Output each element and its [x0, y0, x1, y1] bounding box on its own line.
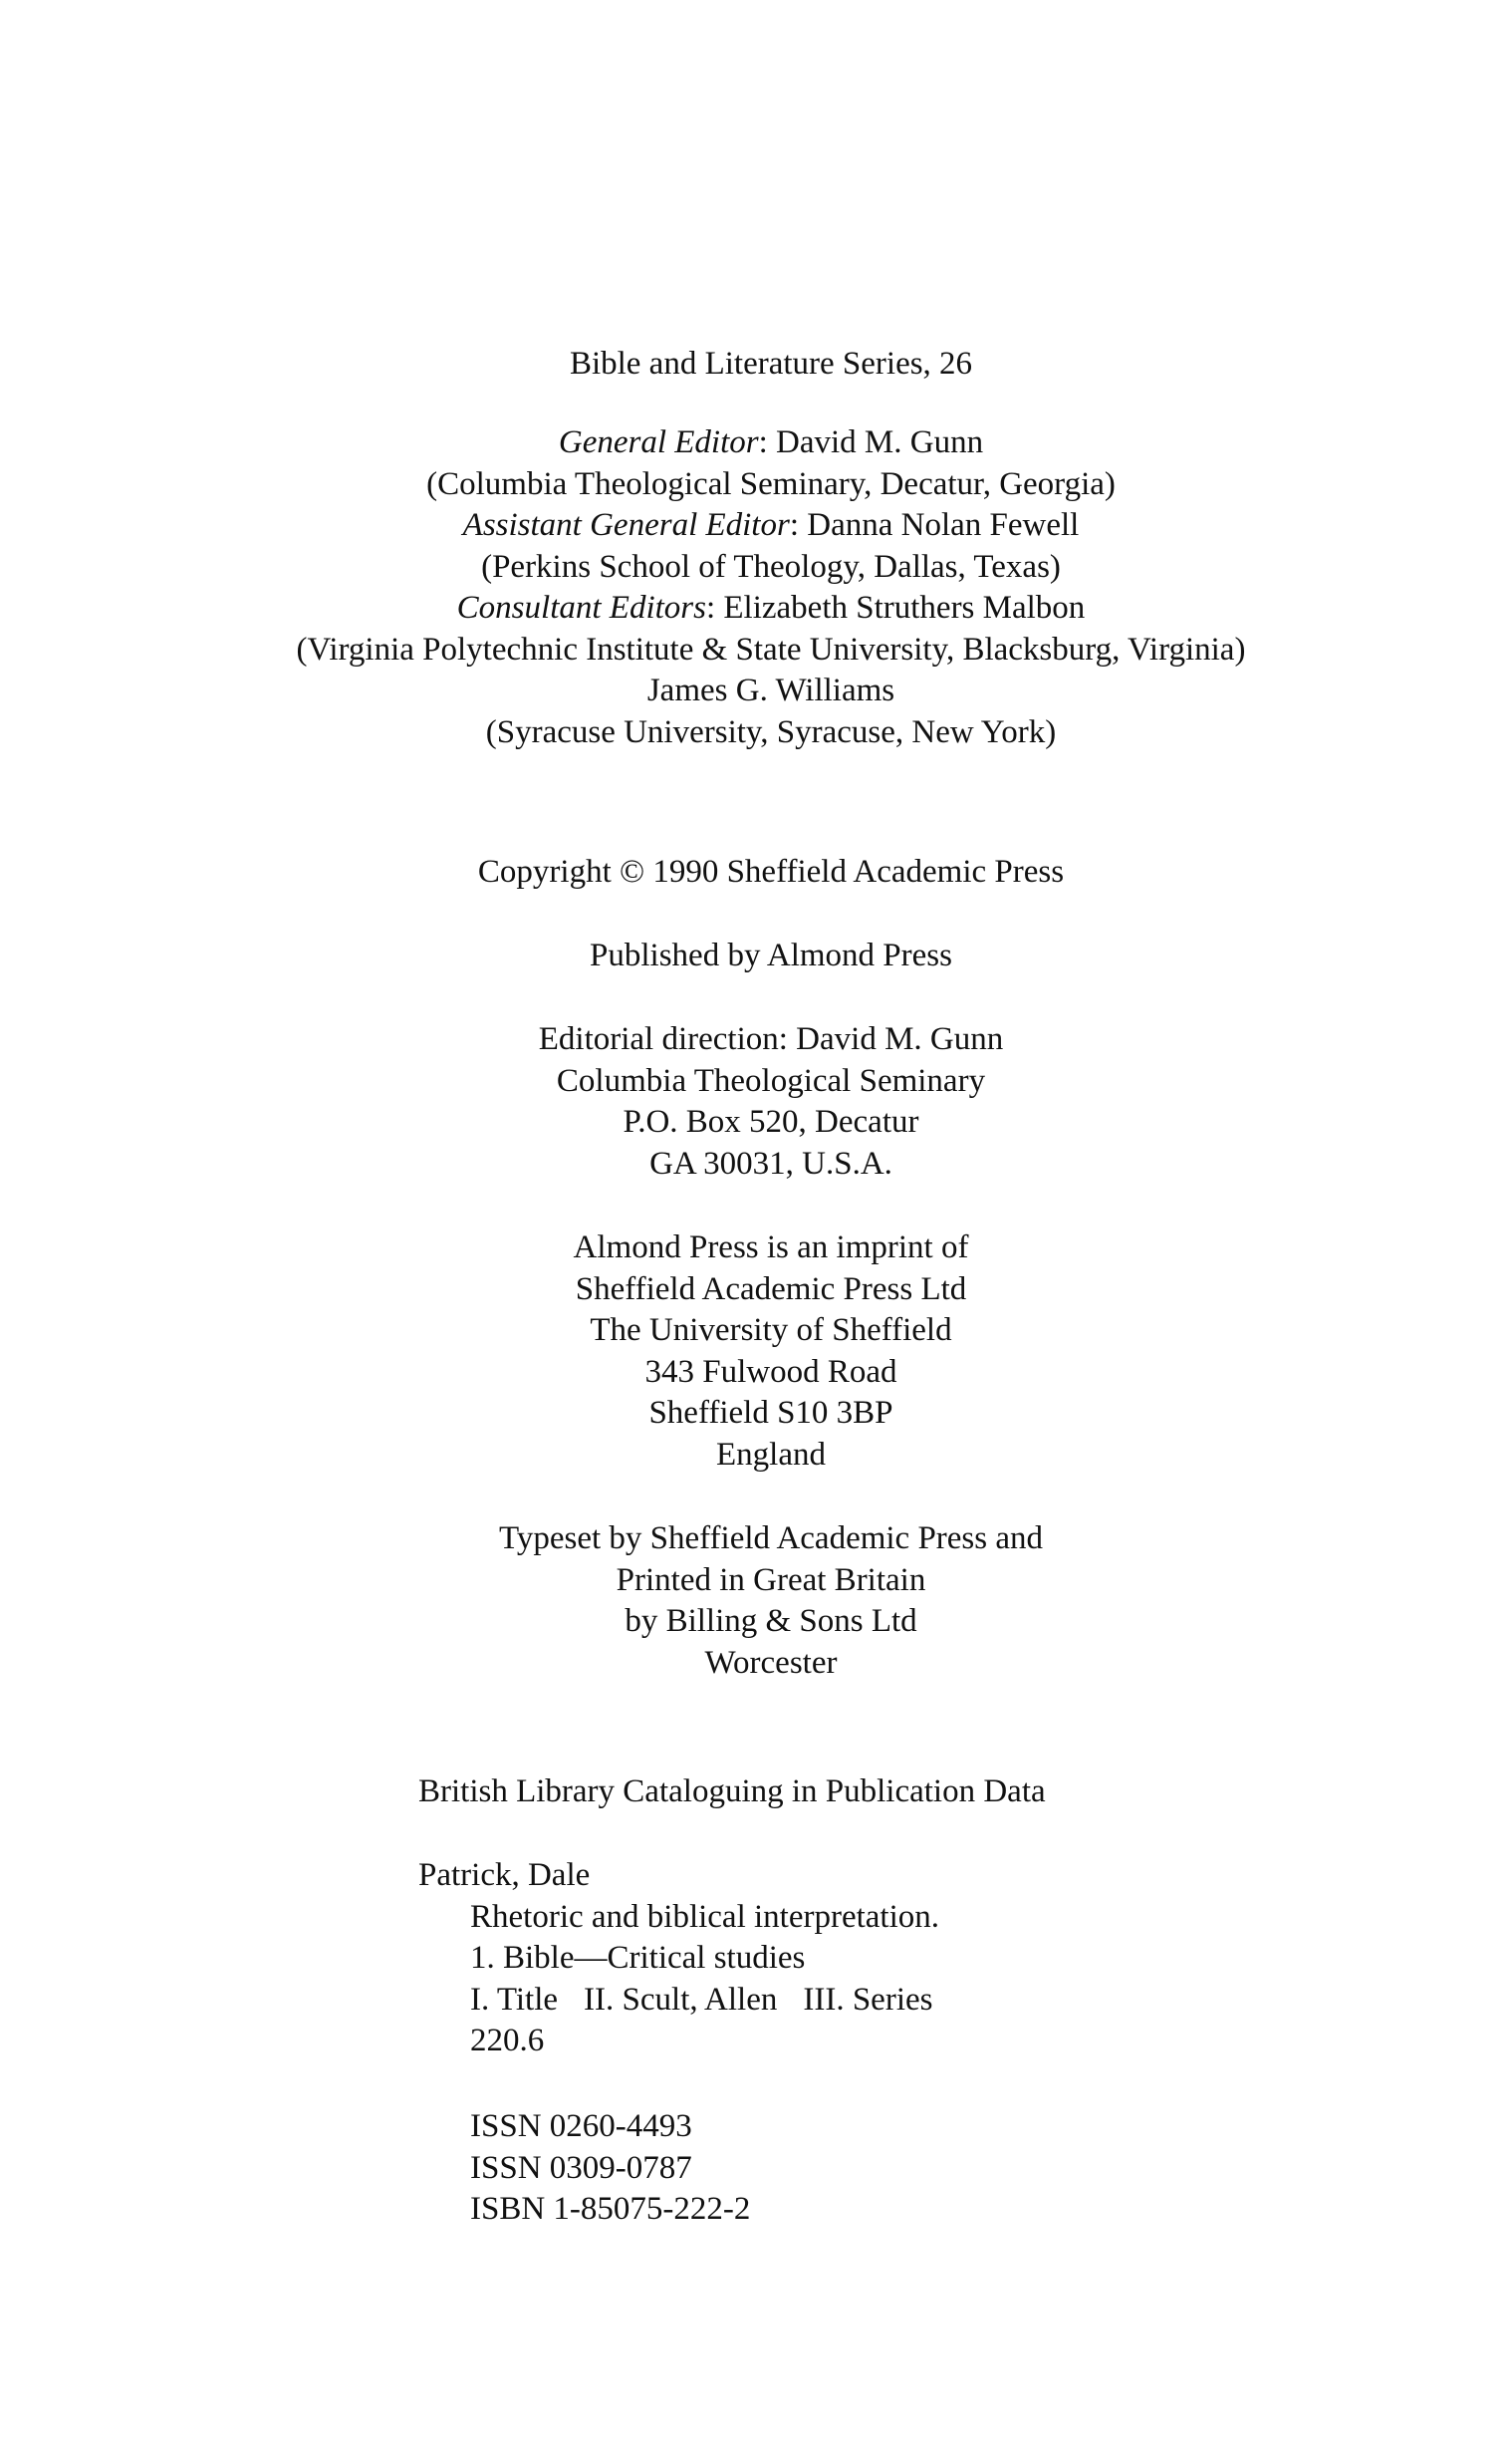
- general-editor-name: : David M. Gunn: [758, 424, 984, 460]
- consultant-editor-affiliation: (Virginia Polytechnic Institute & State University, Blacksburg, Virginia): [296, 631, 1246, 668]
- imprint-line: Sheffield Academic Press Ltd: [575, 1270, 967, 1307]
- editorial-line: P.O. Box 520, Decatur: [623, 1104, 919, 1140]
- copyright-line: Copyright © 1990 Sheffield Academic Press: [477, 854, 1065, 890]
- imprint-line: Sheffield S10 3BP: [648, 1395, 893, 1431]
- cip-entry-author: II. Scult, Allen: [584, 1981, 778, 2018]
- cip-entry-series: III. Series: [803, 1981, 933, 2018]
- cip-entry-title: I. Title: [470, 1981, 559, 2018]
- imprint-line: England: [716, 1436, 826, 1473]
- consultant-editor-name: : Elizabeth Struthers Malbon: [705, 590, 1086, 626]
- cip-heading-text: British Library Cataloguing in Publication Data: [418, 1773, 1046, 1809]
- editors-block: [0, 422, 1512, 753]
- typeset-line: by Billing & Sons Ltd: [625, 1603, 917, 1639]
- assistant-editor-role: Assistant General Editor: [462, 507, 790, 543]
- cip-record: [418, 1855, 939, 2062]
- cip-author: Patrick, Dale: [418, 1857, 591, 1893]
- assistant-editor-line: [0, 505, 1512, 547]
- isbn: ISBN 1-85075-222-2: [470, 2191, 751, 2227]
- cip-numbers: [418, 2106, 750, 2231]
- typeset-line: Typeset by Sheffield Academic Press and: [498, 1520, 1044, 1556]
- consultant-editors-line: [0, 588, 1512, 630]
- cip-heading: [418, 1771, 1046, 1813]
- typeset-line: Printed in Great Britain: [616, 1561, 926, 1598]
- series-title: Bible and Literature Series, 26: [569, 346, 973, 382]
- cip-title: Rhetoric and biblical interpretation.: [470, 1898, 940, 1935]
- general-editor-affiliation: (Columbia Theological Seminary, Decatur, Georgia): [426, 465, 1116, 502]
- typeset-block: [0, 1518, 1512, 1684]
- consultant-editor-2-name: James G. Williams: [646, 673, 895, 708]
- consultant-editor-2-affiliation: (Syracuse University, Syracuse, New York): [485, 713, 1057, 750]
- series-block: [0, 344, 1512, 386]
- editorial-line: Editorial direction: David M. Gunn: [538, 1021, 1004, 1057]
- imprint-line: Almond Press is an imprint of: [573, 1229, 969, 1265]
- assistant-editor-affiliation: (Perkins School of Theology, Dallas, Texas): [481, 548, 1061, 585]
- imprint-line: 343 Fulwood Road: [644, 1353, 897, 1390]
- cip-entries: [418, 1980, 939, 2022]
- copyright-block: [0, 852, 1512, 894]
- cip-classification: 220.6: [470, 2023, 545, 2058]
- publisher-block: [0, 936, 1512, 977]
- published-by-line: Published by Almond Press: [590, 938, 952, 973]
- consultant-editors-role: Consultant Editors: [456, 590, 706, 626]
- editorial-line: Columbia Theological Seminary: [556, 1062, 986, 1099]
- cip-subject: 1. Bible—Critical studies: [470, 1940, 806, 1976]
- editorial-direction-block: [0, 1019, 1512, 1185]
- imprint-block: [0, 1227, 1512, 1476]
- typeset-line: Worcester: [704, 1644, 838, 1681]
- general-editor-role: General Editor: [558, 424, 759, 460]
- issn-2: ISSN 0309-0787: [470, 2149, 692, 2186]
- assistant-editor-name: : Danna Nolan Fewell: [789, 507, 1080, 543]
- general-editor-line: [0, 422, 1512, 464]
- editorial-line: GA 30031, U.S.A.: [649, 1145, 892, 1182]
- issn-1: ISSN 0260-4493: [470, 2108, 692, 2144]
- imprint-line: The University of Sheffield: [590, 1312, 952, 1348]
